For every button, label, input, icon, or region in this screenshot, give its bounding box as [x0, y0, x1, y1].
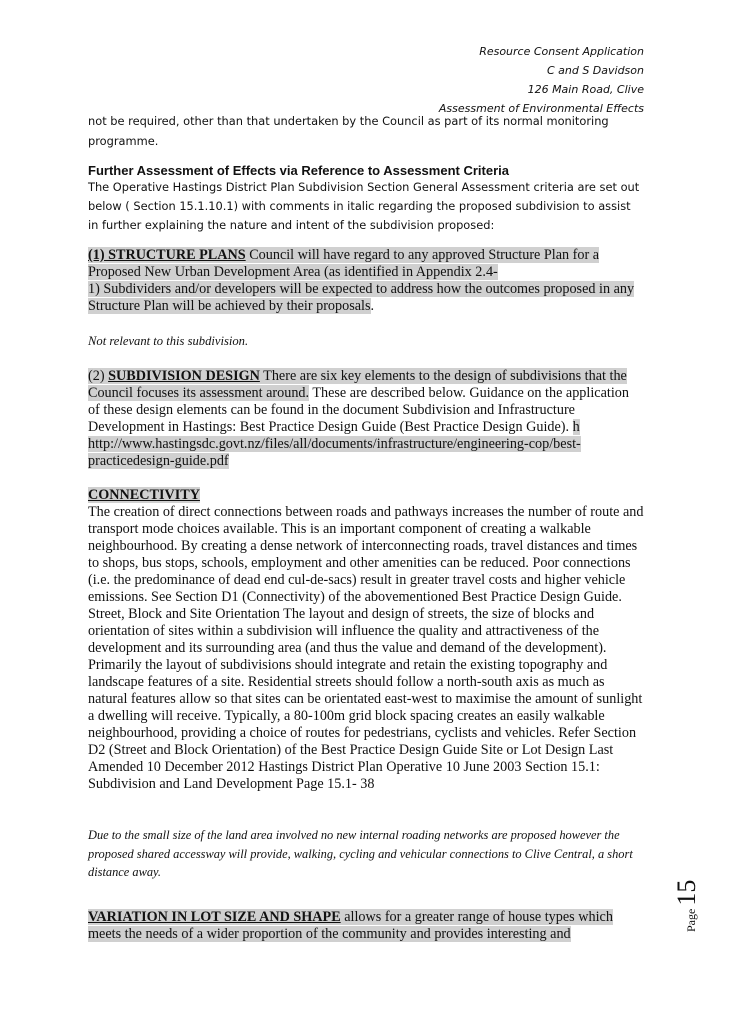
structure-plans-title: (1) STRUCTURE PLANS: [88, 247, 246, 263]
structure-plans-comment: Not relevant to this subdivision.: [88, 334, 249, 348]
subdivision-design-title: SUBDIVISION DESIGN: [108, 368, 260, 384]
connectivity-text: The creation of direct connections between roads and pathways increases the number of route and transport mode choices available. This is an important component of creating a walkable neighbourhood. By creating a dense network of interconnecting roads, travel distances and times to shops, bus stops, schools, employment and other amenities can be reduced. Poor connections (i.e. the predominance of dead end cul-de-sacs) result in greater travel costs and higher vehicle emissions. See Section D1 (Connectivity) of the abovementioned Best Practice Design Guide. Street, Block and Site Orientation The layout and design of streets, the size of blocks and orientation of sites within a subdivision will influence the quality and attractiveness of the development and its surrounding area (and thus the value and demand of the development). Primarily the layout of subdivisions should integrate and retain the existing topography and landscape features of a site. Residential streets should follow a north-south axis as much as natural features allow so that sites can be orientated east-west to maximise the amount of sunlight a dwelling will receive. Typically, a 80-100m grid block spacing creates an easily walkable neighbourhood, providing a choice of routes for pedestrians, cyclists and vehicles. Refer Section D2 (Street and Block Orientation) of the Best Practice Design Guide Site or Lot Design Last Amended 10 December 2012 Hastings District Plan Operative 10 June 2003 Section 15.1: Subdivision and Land Development Page 15.1- 38: [88, 504, 644, 792]
further-assessment-text: The Operative Hastings District Plan Subdivision Section General Assessment criteria are set out below ( Section 15.1.10.1) with comments in italic regarding the proposed subdivision to assist in further explaining the nature and intent of the subdivision proposed:: [88, 180, 640, 232]
document-header: [439, 42, 644, 118]
connectivity-title: CONNECTIVITY: [88, 487, 200, 503]
structure-plans-text-a: Council will have regard to any approved Structure Plan for a Proposed New Urban Development Area (as identified in Appendix 2.4-: [88, 247, 600, 280]
structure-plans-text-b: 1) Subdividers and/or developers will be expected to address how the outcomes proposed in any Structure Plan will be achieved by their proposals: [88, 281, 635, 314]
structure-plans-period: .: [370, 298, 375, 314]
subdivision-design-prefix: (2): [88, 368, 109, 384]
header-line-2: C and S Davidson: [546, 64, 644, 77]
page-number-label: [672, 862, 701, 932]
structure-plans-highlight: [88, 247, 634, 314]
structure-plans-section: [88, 247, 644, 315]
connectivity-comment: Due to the small size of the land area involved no new internal roading networks are proposed however the proposed shared accessway will provide, walking, cycling and vehicular connections to Clive Central, a short distance away.: [88, 828, 633, 879]
variation-title: VARIATION IN LOT SIZE AND SHAPE: [88, 909, 341, 925]
subdivision-design-text-highlighted: There are six key elements to the design of subdivisions that the Council focuses its assessment around.: [88, 368, 627, 401]
subdivision-design-guide-link[interactable]: h http://www.hastingsdc.govt.nz/files/all/documents/infrastructure/engineering-cop/best-practicedesign-guide.pdf: [88, 419, 581, 469]
page-word: Page: [684, 908, 698, 932]
variation-section: [88, 909, 644, 943]
variation-text: allows for a greater range of house types which meets the needs of a wider proportion of the community and provides interesting and: [88, 909, 613, 942]
subdivision-design-text: These are described below. Guidance on the application of these design elements can be found in the document Subdivision and Infrastructure Development in Hastings: Best Practice Design Guide (Best Practice Design Guide).: [88, 385, 629, 435]
header-line-1: Resource Consent Application: [479, 45, 644, 58]
connectivity-section: [88, 487, 644, 793]
further-assessment-heading: Further Assessment of Effects via Reference to Assessment Criteria: [88, 163, 509, 178]
subdivision-design-section: [88, 368, 644, 470]
variation-highlight: [88, 909, 613, 942]
header-line-4: Assessment of Environmental Effects: [438, 102, 644, 115]
header-line-3: 126 Main Road, Clive: [527, 83, 644, 96]
intro-paragraph: not be required, other than that undertaken by the Council as part of its normal monitoring programme.: [88, 114, 609, 148]
page-number: 15: [672, 879, 701, 906]
